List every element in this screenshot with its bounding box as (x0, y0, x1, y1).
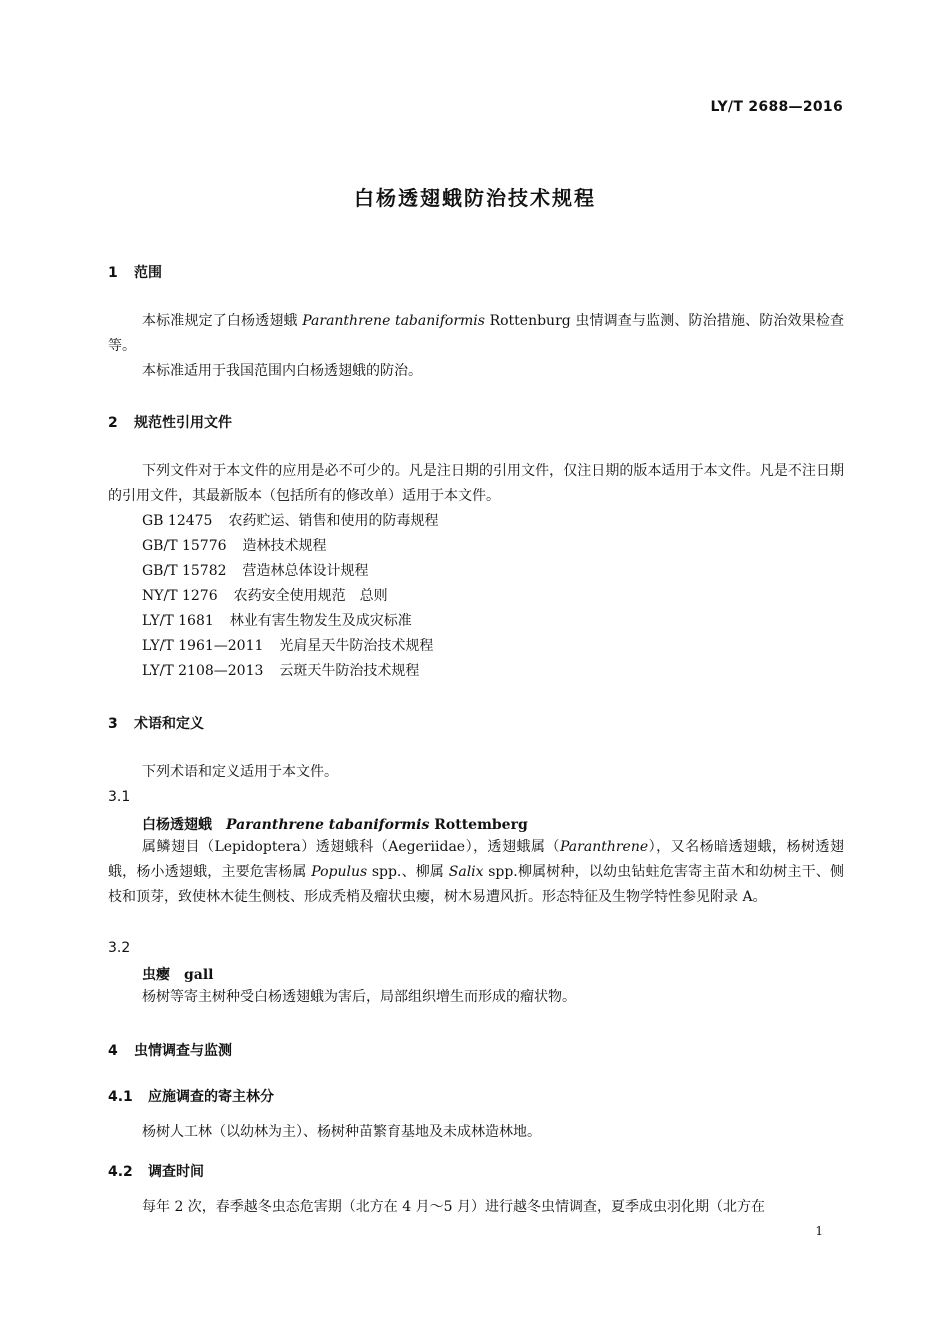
reference-code: GB 12475 (142, 513, 213, 529)
list-item (142, 509, 438, 534)
section-title: 规范性引用文件 (134, 415, 232, 431)
section-title: 调查时间 (148, 1164, 204, 1180)
section-1-heading (108, 262, 162, 282)
scope-paragraph-2: 本标准适用于我国范围内白杨透翅蛾的防治。 (142, 363, 422, 379)
section-number: 3 (108, 716, 118, 732)
list-item (142, 584, 438, 609)
section-number: 4 (108, 1043, 118, 1059)
list-item (142, 659, 438, 684)
reference-name: 光肩星天牛防治技术规程 (279, 638, 434, 654)
section-number: 2 (108, 415, 118, 431)
list-item (142, 534, 438, 559)
document-title: 白杨透翅蛾防治技术规程 (354, 186, 596, 210)
section-3-heading (108, 713, 204, 733)
reference-name: 林业有害生物发生及成灾标准 (229, 613, 412, 629)
reference-code: LY/T 2108—2013 (142, 663, 264, 679)
references-intro: 下列文件对于本文件的应用是必不可少的。凡是注日期的引用文件，仅注日期的版本适用于本文件。凡是不注日期的引用文件，其最新版本（包括所有的修改单）适用于本文件。 (108, 463, 844, 504)
term-chinese: 白杨透翅蛾 (142, 817, 212, 833)
section-4-1-heading (108, 1086, 274, 1106)
term-entry (142, 964, 214, 984)
term-definition: 属鳞翅目（Lepidoptera）透翅蛾科（Aegeriidae），透翅蛾属（Paranthrene），又名杨暗透翅蛾，杨树透翅蛾，杨小透翅蛾，主要危害杨属 Populus spp.、柳属 Salix spp.柳属树种，以幼虫钻蛀危害寄主苗木和幼树主干、侧枝和顶芽，致使林木徒生侧枝、形成秃梢及瘤状虫瘿，树木易遭风折。形态特征及生物学特性参见附录 A。 (108, 839, 845, 905)
section-title: 术语和定义 (134, 716, 204, 732)
scientific-name: Paranthrene tabaniformis (302, 313, 485, 329)
reference-name: 农药安全使用规范 总则 (233, 588, 388, 604)
section-4-heading (108, 1040, 232, 1060)
list-item (142, 559, 438, 584)
section-title: 虫情调查与监测 (134, 1043, 232, 1059)
reference-name: 营造林总体设计规程 (242, 563, 369, 579)
reference-name: 造林技术规程 (242, 538, 327, 554)
reference-code: LY/T 1961—2011 (142, 638, 264, 654)
term-scientific-name: Paranthrene tabaniformis (226, 817, 430, 833)
section-2-heading (108, 412, 232, 432)
reference-code: LY/T 1681 (142, 613, 214, 629)
survey-time-paragraph: 每年 2 次，春季越冬虫态危害期（北方在 4 月～5 月）进行越冬虫情调查，夏季成虫羽化期（北方在 (142, 1199, 765, 1215)
section-title: 应施调查的寄主林分 (148, 1089, 274, 1105)
term-number: 3.1 (108, 789, 131, 805)
term-number: 3.2 (108, 940, 131, 956)
section-number: 4.1 (108, 1089, 133, 1105)
list-item (142, 634, 438, 659)
term-entry (142, 814, 528, 834)
section-number: 4.2 (108, 1164, 133, 1180)
term-author: Rottemberg (429, 817, 528, 833)
page-number: 1 (815, 1224, 823, 1238)
standard-code: LY/T 2688—2016 (710, 99, 843, 115)
terms-intro: 下列术语和定义适用于本文件。 (142, 764, 338, 780)
reference-name: 云斑天牛防治技术规程 (279, 663, 420, 679)
reference-list (142, 509, 438, 684)
reference-code: GB/T 15782 (142, 563, 227, 579)
list-item (142, 609, 438, 634)
section-number: 1 (108, 265, 118, 281)
scope-paragraph-1: 本标准规定了白杨透翅蛾 Paranthrene tabaniformis Rottenburg 虫情调查与监测、防治措施、防治效果检查等。 (108, 313, 844, 354)
section-4-2-heading (108, 1161, 204, 1181)
term-definition: 杨树等寄主树种受白杨透翅蛾为害后，局部组织增生而形成的瘤状物。 (142, 989, 576, 1005)
reference-code: GB/T 15776 (142, 538, 227, 554)
section-title: 范围 (134, 265, 162, 281)
term-english: gall (184, 967, 214, 983)
reference-name: 农药贮运、销售和使用的防毒规程 (228, 513, 439, 529)
term-chinese: 虫瘿 (142, 967, 170, 983)
reference-code: NY/T 1276 (142, 588, 218, 604)
survey-stands-paragraph: 杨树人工林（以幼林为主）、杨树种苗繁育基地及未成林造林地。 (142, 1124, 541, 1140)
